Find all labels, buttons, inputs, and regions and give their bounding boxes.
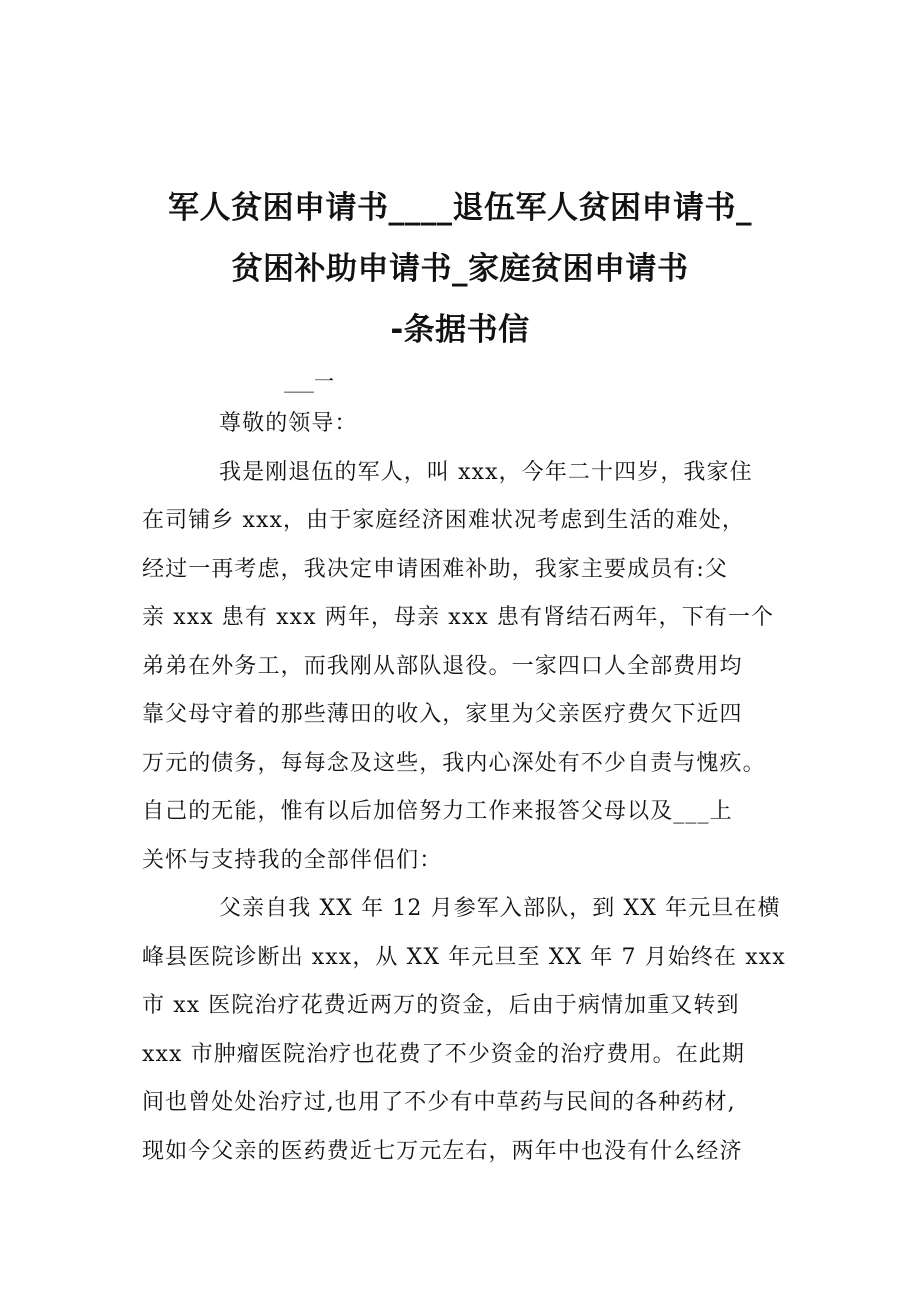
paragraph-line: 自己的无能，惟有以后加倍努力工作来报答父母以及___上: [142, 799, 733, 824]
paragraph-line: 父亲自我 XX 年 12 月参军入部队，到 XX 年元旦在横: [219, 896, 781, 921]
paragraph-line: 亲 xxx 患有 xxx 两年，母亲 xxx 患有肾结石两年，下有一个: [142, 605, 775, 630]
paragraph-line: 经过一再考虑，我决定申请困难补助，我家主要成员有:父: [142, 556, 729, 582]
title-line-3: -条据书信: [390, 312, 530, 348]
paragraph-line: 万元的债务，每每念及这些，我内心深处有不少自责与愧疚。: [142, 750, 766, 776]
paragraph-line: 关怀与支持我的全部伴侣们：: [142, 847, 443, 873]
document-title: [0, 178, 920, 361]
paragraph-line: 峰县医院诊断出 xxx，从 XX 年元旦至 XX 年 7 月始终在 xxx: [142, 944, 786, 970]
salutation: 尊敬的领导：: [219, 411, 358, 436]
paragraph-line: 我是刚退伍的军人，叫 xxx，今年二十四岁，我家住: [219, 459, 753, 485]
paragraph-line: 靠父母守着的那些薄田的收入，家里为父亲医疗费欠下近四: [142, 702, 743, 727]
paragraph-line: xxx 市肿瘤医院治疗也花费了不少资金的治疗费用。在此期: [142, 1041, 746, 1067]
section-mark: ___一: [284, 369, 334, 393]
document-body: [142, 362, 786, 1176]
title-line-2: 贫困补助申请书_家庭贫困申请书: [231, 251, 689, 287]
title-line-1: 军人贫困申请书____退伍军人贫困申请书_: [168, 190, 752, 226]
paragraph-line: 在司铺乡 xxx，由于家庭经济困难状况考虑到生活的难处，: [142, 508, 746, 533]
paragraph-2: [142, 885, 786, 1176]
paragraph-line: 市 xx 医院治疗花费近两万的资金，后由于病情加重又转到: [142, 993, 740, 1018]
paragraph-1: [142, 449, 782, 886]
paragraph-line: 现如今父亲的医药费近七万元左右，两年中也没有什么经济: [142, 1138, 743, 1164]
paragraph-line: 弟弟在外务工，而我刚从部队退役。一家四口人全部费用均: [142, 653, 743, 679]
paragraph-line: 间也曾处处治疗过,也用了不少有中草药与民间的各种药材,: [142, 1090, 736, 1115]
